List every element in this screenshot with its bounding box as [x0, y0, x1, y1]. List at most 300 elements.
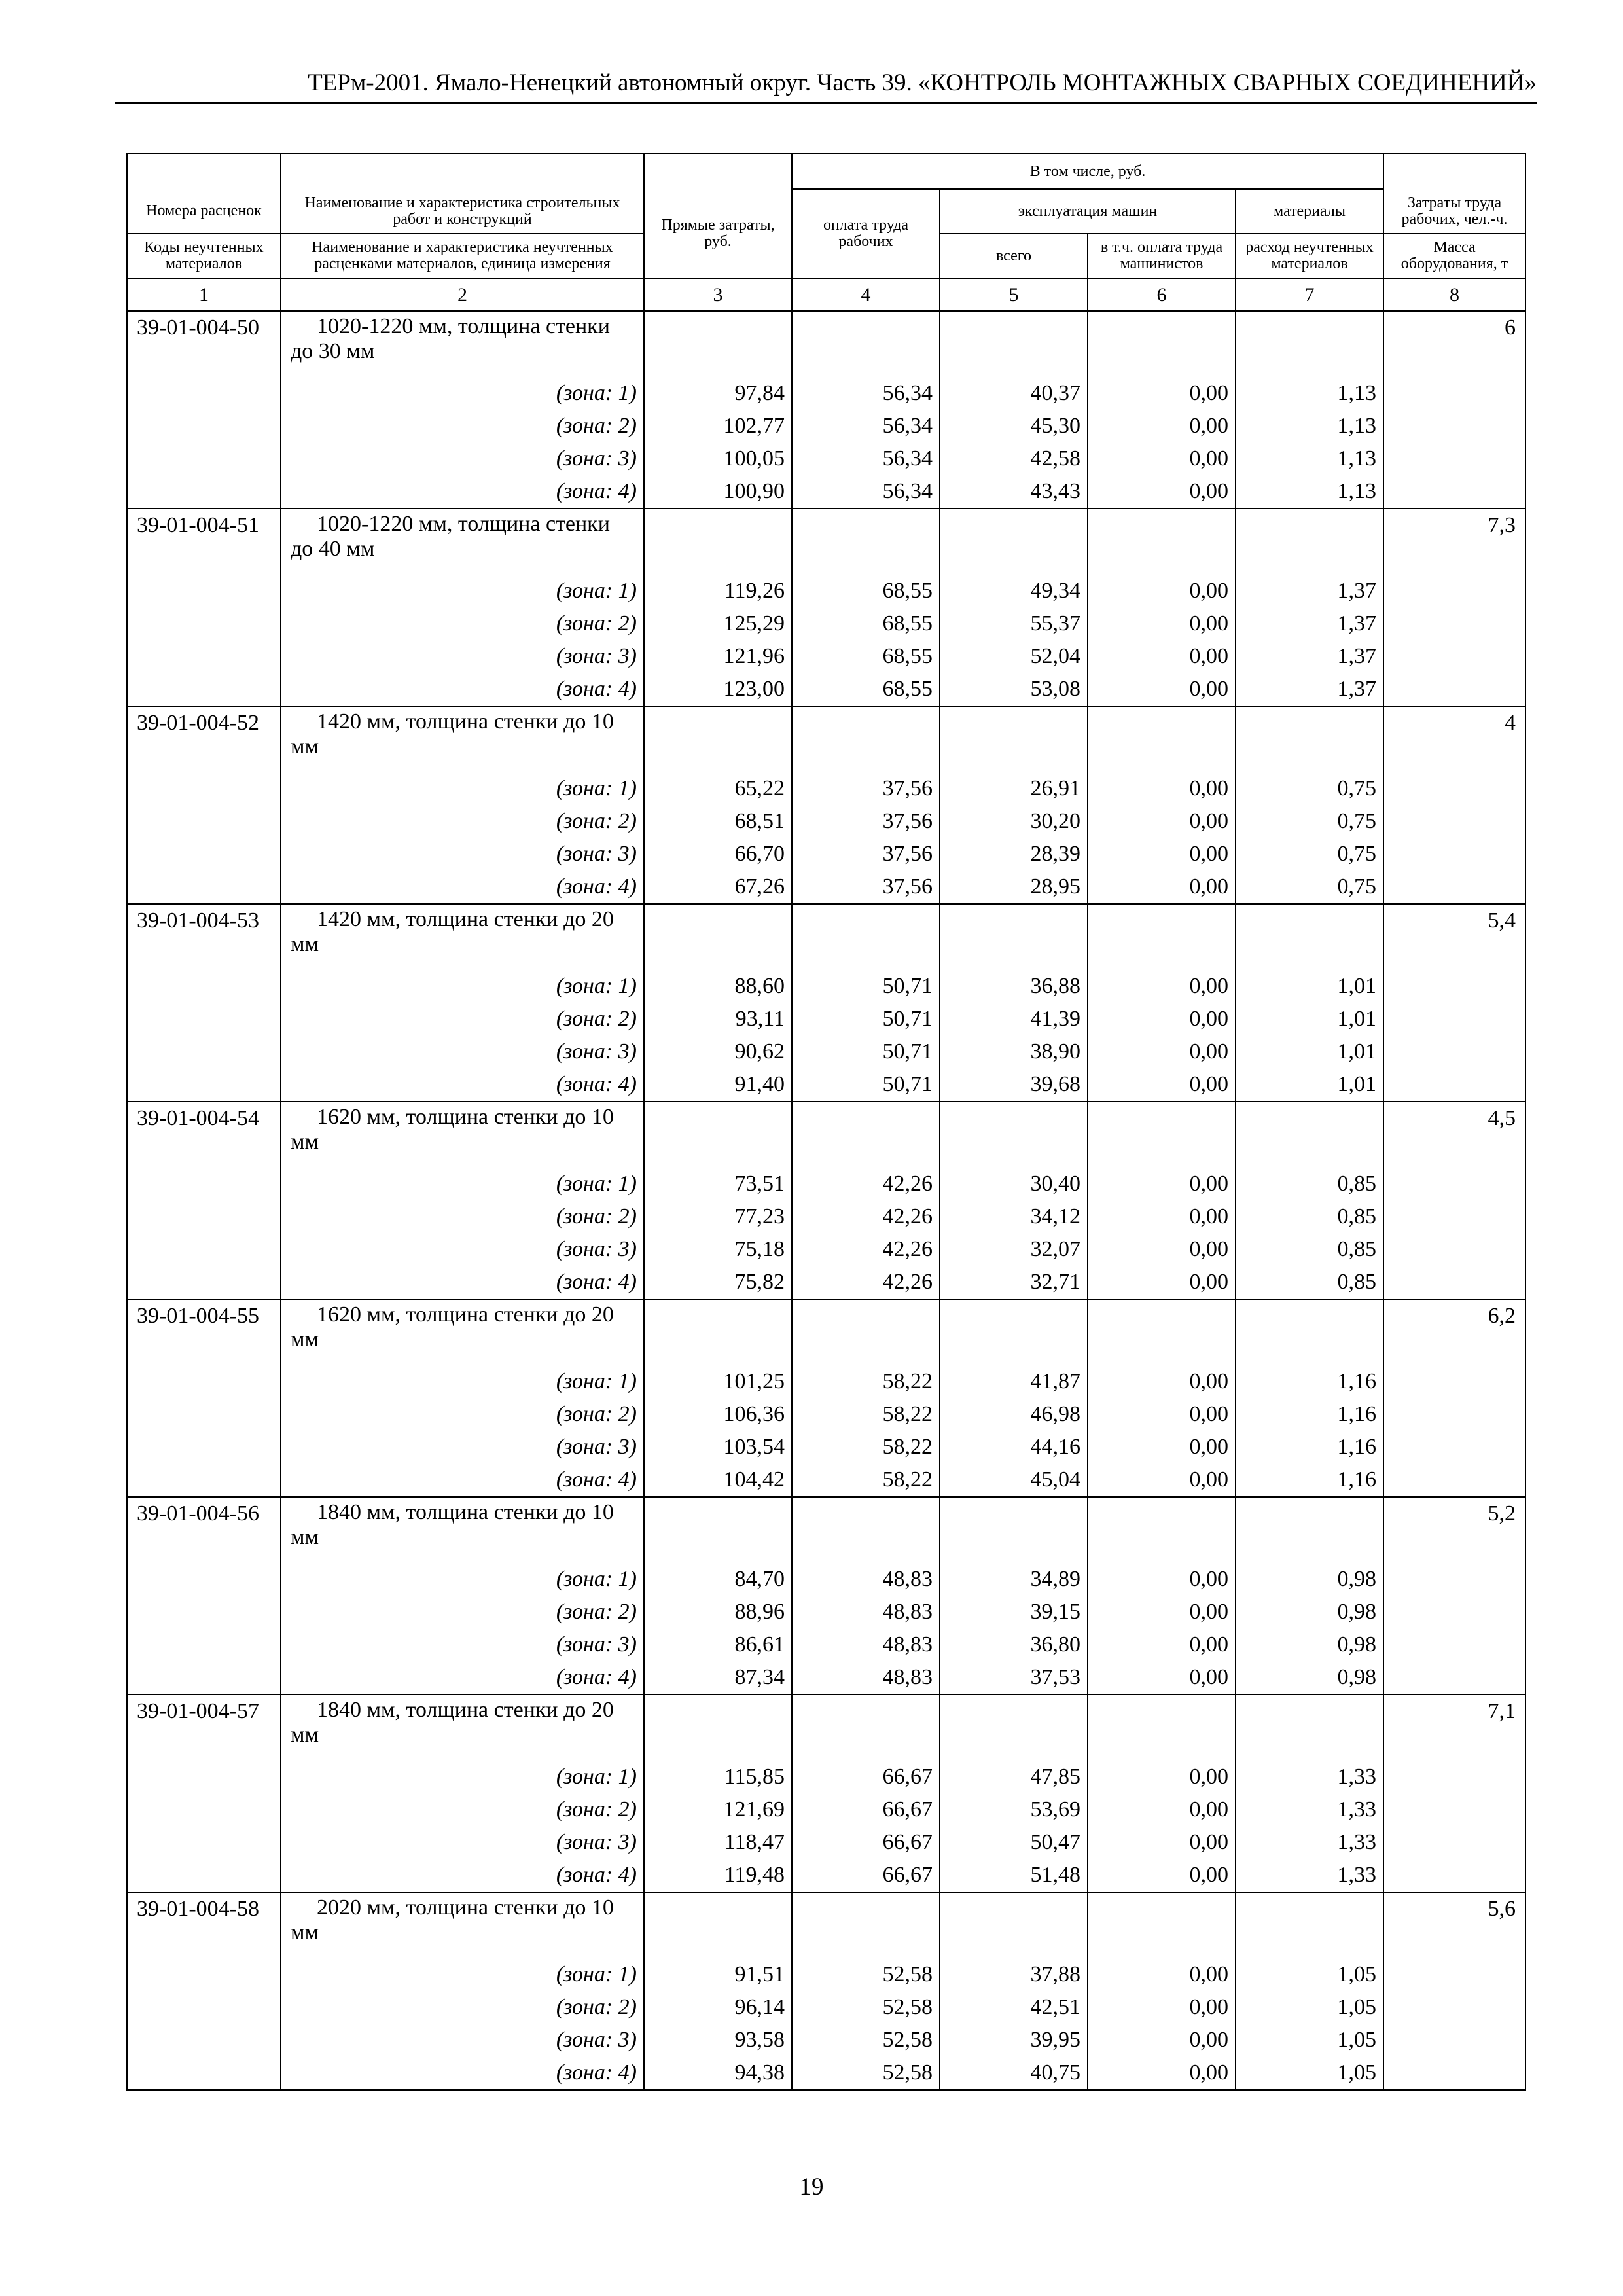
operators-pay-value: 0,00 [1088, 1563, 1236, 1596]
empty-cell [127, 1661, 281, 1695]
empty-cell [644, 1497, 792, 1563]
zone-row [127, 442, 1525, 475]
direct-costs-value: 94,38 [644, 2056, 792, 2090]
empty-cell [644, 1299, 792, 1365]
zone-row [127, 1826, 1525, 1859]
machines-total-value: 45,04 [940, 1463, 1088, 1497]
zone-label: (зона: 1) [281, 1958, 644, 1991]
rate-entry-row [127, 1497, 1525, 1563]
labor-pay-value: 66,67 [792, 1793, 940, 1826]
zone-label: (зона: 4) [281, 1859, 644, 1892]
labor-pay-value: 56,34 [792, 377, 940, 410]
labor-pay-value: 37,56 [792, 805, 940, 838]
header-including: В том числе, руб. [792, 154, 1383, 189]
direct-costs-value: 68,51 [644, 805, 792, 838]
materials-value: 0,85 [1236, 1168, 1383, 1200]
operators-pay-value: 0,00 [1088, 1068, 1236, 1102]
column-number: 2 [281, 278, 644, 311]
empty-cell [127, 1628, 281, 1661]
empty-cell [127, 575, 281, 607]
empty-cell [940, 509, 1088, 575]
page-number: 19 [799, 2174, 824, 2200]
machines-total-value: 36,80 [940, 1628, 1088, 1661]
machines-total-value: 45,30 [940, 410, 1088, 442]
empty-cell [940, 1497, 1088, 1563]
header-operators-pay: в т.ч. оплата труда машинистов [1088, 234, 1236, 278]
labor-pay-value: 50,71 [792, 970, 940, 1003]
empty-cell [127, 805, 281, 838]
operators-pay-value: 0,00 [1088, 1463, 1236, 1497]
empty-cell [644, 904, 792, 970]
direct-costs-value: 65,22 [644, 772, 792, 805]
empty-cell [127, 1958, 281, 1991]
empty-cell [792, 1695, 940, 1761]
column-number: 4 [792, 278, 940, 311]
zone-row [127, 640, 1525, 673]
labor-hours: 5,6 [1383, 1892, 1525, 1958]
materials-value: 1,16 [1236, 1398, 1383, 1431]
labor-pay-value: 48,83 [792, 1563, 940, 1596]
zone-label: (зона: 4) [281, 2056, 644, 2090]
empty-cell [1088, 1299, 1236, 1365]
zone-row [127, 1793, 1525, 1826]
labor-pay-value: 58,22 [792, 1398, 940, 1431]
direct-costs-value: 75,82 [644, 1266, 792, 1299]
labor-pay-value: 56,34 [792, 410, 940, 442]
labor-pay-value: 68,55 [792, 575, 940, 607]
direct-costs-value: 87,34 [644, 1661, 792, 1695]
labor-pay-value: 37,56 [792, 870, 940, 904]
labor-hours: 5,2 [1383, 1497, 1525, 1563]
header-rate-numbers: Номера расценок [127, 189, 281, 234]
empty-cell [1088, 1497, 1236, 1563]
zone-label: (зона: 1) [281, 1563, 644, 1596]
zone-row [127, 1398, 1525, 1431]
machines-total-value: 42,58 [940, 442, 1088, 475]
empty-cell [940, 311, 1088, 377]
zone-label: (зона: 2) [281, 1003, 644, 1035]
operators-pay-value: 0,00 [1088, 2056, 1236, 2090]
labor-pay-value: 68,55 [792, 607, 940, 640]
empty-cell [644, 311, 792, 377]
direct-costs-value: 106,36 [644, 1398, 792, 1431]
labor-pay-value: 42,26 [792, 1200, 940, 1233]
rate-entry-row [127, 1299, 1525, 1365]
materials-value: 1,37 [1236, 640, 1383, 673]
empty-cell [1383, 475, 1525, 509]
zone-label: (зона: 3) [281, 1233, 644, 1266]
zone-label: (зона: 3) [281, 1628, 644, 1661]
empty-cell [1383, 1200, 1525, 1233]
empty-cell [127, 410, 281, 442]
machines-total-value: 39,95 [940, 2024, 1088, 2056]
zone-label: (зона: 3) [281, 1826, 644, 1859]
empty-cell [127, 1365, 281, 1398]
operators-pay-value: 0,00 [1088, 970, 1236, 1003]
direct-costs-value: 97,84 [644, 377, 792, 410]
zone-row [127, 1563, 1525, 1596]
labor-pay-value: 58,22 [792, 1365, 940, 1398]
operators-pay-value: 0,00 [1088, 1168, 1236, 1200]
materials-value: 1,01 [1236, 1003, 1383, 1035]
empty-cell [644, 1892, 792, 1958]
machines-total-value: 40,75 [940, 2056, 1088, 2090]
zone-row [127, 410, 1525, 442]
operators-pay-value: 0,00 [1088, 442, 1236, 475]
materials-value: 0,75 [1236, 870, 1383, 904]
empty-cell [792, 1299, 940, 1365]
empty-cell [1383, 1431, 1525, 1463]
machines-total-value: 42,51 [940, 1991, 1088, 2024]
labor-pay-value: 42,26 [792, 1266, 940, 1299]
empty-cell [1383, 970, 1525, 1003]
materials-value: 0,75 [1236, 772, 1383, 805]
empty-cell [1383, 1661, 1525, 1695]
direct-costs-value: 104,42 [644, 1463, 792, 1497]
empty-cell [1383, 2056, 1525, 2090]
materials-value: 1,01 [1236, 1035, 1383, 1068]
empty-cell [644, 706, 792, 772]
header-unaccounted-consumption: расход неучтенных материалов [1236, 234, 1383, 278]
zone-row [127, 1200, 1525, 1233]
zone-row [127, 1233, 1525, 1266]
zone-row [127, 1596, 1525, 1628]
labor-hours: 7,3 [1383, 509, 1525, 575]
empty-cell [127, 1793, 281, 1826]
header-machine-operation: эксплуатация машин [940, 189, 1236, 234]
materials-value: 0,98 [1236, 1628, 1383, 1661]
empty-cell [1383, 772, 1525, 805]
labor-pay-value: 66,67 [792, 1826, 940, 1859]
empty-cell [1383, 1991, 1525, 2024]
zone-row [127, 673, 1525, 706]
labor-pay-value: 48,83 [792, 1596, 940, 1628]
empty-cell [792, 1497, 940, 1563]
machines-total-value: 34,12 [940, 1200, 1088, 1233]
empty-cell [1383, 1233, 1525, 1266]
rate-entry-row [127, 1102, 1525, 1168]
zone-row [127, 1661, 1525, 1695]
rate-name: 1020-1220 мм, толщина стенки до 40 мм [281, 509, 644, 575]
empty-cell [127, 607, 281, 640]
empty-cell [1383, 2024, 1525, 2056]
zone-row [127, 377, 1525, 410]
operators-pay-value: 0,00 [1088, 1200, 1236, 1233]
labor-pay-value: 37,56 [792, 772, 940, 805]
direct-costs-value: 66,70 [644, 838, 792, 870]
direct-costs-value: 102,77 [644, 410, 792, 442]
machines-total-value: 37,88 [940, 1958, 1088, 1991]
zone-label: (зона: 4) [281, 1266, 644, 1299]
empty-cell [940, 1299, 1088, 1365]
zone-label: (зона: 3) [281, 838, 644, 870]
labor-pay-value: 48,83 [792, 1661, 940, 1695]
header-work-name: Наименование и характеристика строительных работ и конструкций [281, 189, 644, 234]
materials-value: 1,13 [1236, 410, 1383, 442]
zone-label: (зона: 3) [281, 640, 644, 673]
machines-total-value: 47,85 [940, 1761, 1088, 1793]
empty-cell [127, 1168, 281, 1200]
zone-label: (зона: 3) [281, 442, 644, 475]
materials-value: 1,01 [1236, 970, 1383, 1003]
direct-costs-value: 118,47 [644, 1826, 792, 1859]
empty-cell [127, 1035, 281, 1068]
empty-cell [127, 1761, 281, 1793]
direct-costs-value: 93,58 [644, 2024, 792, 2056]
zone-label: (зона: 2) [281, 1991, 644, 2024]
machines-total-value: 50,47 [940, 1826, 1088, 1859]
direct-costs-value: 84,70 [644, 1563, 792, 1596]
empty-cell [1088, 706, 1236, 772]
labor-pay-value: 58,22 [792, 1431, 940, 1463]
machines-total-value: 52,04 [940, 640, 1088, 673]
materials-value: 0,85 [1236, 1266, 1383, 1299]
operators-pay-value: 0,00 [1088, 2024, 1236, 2056]
machines-total-value: 30,40 [940, 1168, 1088, 1200]
empty-cell [792, 1102, 940, 1168]
zone-row [127, 1761, 1525, 1793]
rate-code: 39-01-004-50 [127, 311, 281, 377]
materials-value: 1,13 [1236, 442, 1383, 475]
empty-cell [1383, 870, 1525, 904]
empty-cell [1383, 640, 1525, 673]
machines-total-value: 30,20 [940, 805, 1088, 838]
empty-cell [127, 970, 281, 1003]
empty-cell [1383, 1826, 1525, 1859]
zone-row [127, 575, 1525, 607]
empty-cell [1383, 377, 1525, 410]
rate-code: 39-01-004-58 [127, 1892, 281, 1958]
materials-value: 1,37 [1236, 575, 1383, 607]
labor-pay-value: 50,71 [792, 1035, 940, 1068]
materials-value: 1,33 [1236, 1793, 1383, 1826]
rate-code: 39-01-004-53 [127, 904, 281, 970]
operators-pay-value: 0,00 [1088, 377, 1236, 410]
direct-costs-value: 103,54 [644, 1431, 792, 1463]
empty-cell [127, 1003, 281, 1035]
materials-value: 0,98 [1236, 1661, 1383, 1695]
operators-pay-value: 0,00 [1088, 805, 1236, 838]
labor-pay-value: 48,83 [792, 1628, 940, 1661]
zone-label: (зона: 4) [281, 1661, 644, 1695]
empty-cell [940, 904, 1088, 970]
header-unaccounted-codes: Коды неучтенных материалов [127, 234, 281, 278]
machines-total-value: 28,95 [940, 870, 1088, 904]
empty-cell [1383, 1958, 1525, 1991]
empty-cell [1383, 1463, 1525, 1497]
labor-pay-value: 68,55 [792, 640, 940, 673]
direct-costs-value: 101,25 [644, 1365, 792, 1398]
rate-code: 39-01-004-55 [127, 1299, 281, 1365]
direct-costs-value: 91,51 [644, 1958, 792, 1991]
empty-cell [644, 509, 792, 575]
operators-pay-value: 0,00 [1088, 410, 1236, 442]
direct-costs-value: 125,29 [644, 607, 792, 640]
empty-cell [1383, 1266, 1525, 1299]
empty-cell [1383, 1003, 1525, 1035]
table-body [127, 311, 1525, 2090]
empty-cell [1383, 1761, 1525, 1793]
zone-label: (зона: 3) [281, 1431, 644, 1463]
zone-row [127, 1365, 1525, 1398]
header-unaccounted-names: Наименование и характеристика неучтенных расценками материалов, единица измерения [281, 234, 644, 278]
empty-cell [127, 1596, 281, 1628]
labor-pay-value: 42,26 [792, 1168, 940, 1200]
empty-cell [1383, 1365, 1525, 1398]
direct-costs-value: 90,62 [644, 1035, 792, 1068]
zone-label: (зона: 3) [281, 2024, 644, 2056]
direct-costs-value: 77,23 [644, 1200, 792, 1233]
empty-cell [1236, 1299, 1383, 1365]
zone-row [127, 475, 1525, 509]
operators-pay-value: 0,00 [1088, 1761, 1236, 1793]
column-number: 1 [127, 278, 281, 311]
labor-pay-value: 52,58 [792, 1991, 940, 2024]
rate-code: 39-01-004-57 [127, 1695, 281, 1761]
rate-name: 1620 мм, толщина стенки до 20 мм [281, 1299, 644, 1365]
empty-cell [127, 1200, 281, 1233]
machines-total-value: 28,39 [940, 838, 1088, 870]
operators-pay-value: 0,00 [1088, 475, 1236, 509]
zone-row [127, 1068, 1525, 1102]
materials-value: 1,05 [1236, 2056, 1383, 2090]
materials-value: 1,33 [1236, 1826, 1383, 1859]
zone-row [127, 1991, 1525, 2024]
empty-cell [1383, 1859, 1525, 1892]
rate-name: 1420 мм, толщина стенки до 20 мм [281, 904, 644, 970]
labor-pay-value: 50,71 [792, 1068, 940, 1102]
empty-cell [1236, 1497, 1383, 1563]
empty-cell [1383, 1398, 1525, 1431]
operators-pay-value: 0,00 [1088, 1958, 1236, 1991]
rate-code: 39-01-004-54 [127, 1102, 281, 1168]
machines-total-value: 53,08 [940, 673, 1088, 706]
header-blank [127, 154, 281, 189]
direct-costs-value: 75,18 [644, 1233, 792, 1266]
materials-value: 1,13 [1236, 475, 1383, 509]
empty-cell [1088, 1695, 1236, 1761]
empty-cell [1383, 607, 1525, 640]
empty-cell [1236, 904, 1383, 970]
empty-cell [127, 377, 281, 410]
labor-pay-value: 66,67 [792, 1761, 940, 1793]
zone-label: (зона: 2) [281, 805, 644, 838]
labor-pay-value: 68,55 [792, 673, 940, 706]
direct-costs-value: 119,26 [644, 575, 792, 607]
machines-total-value: 39,15 [940, 1596, 1088, 1628]
machines-total-value: 36,88 [940, 970, 1088, 1003]
empty-cell [1088, 904, 1236, 970]
operators-pay-value: 0,00 [1088, 1793, 1236, 1826]
zone-row [127, 1628, 1525, 1661]
rate-name: 1620 мм, толщина стенки до 10 мм [281, 1102, 644, 1168]
materials-value: 0,85 [1236, 1233, 1383, 1266]
zone-label: (зона: 1) [281, 377, 644, 410]
header-materials: материалы [1236, 189, 1383, 234]
zone-row [127, 1168, 1525, 1200]
empty-cell [792, 311, 940, 377]
operators-pay-value: 0,00 [1088, 1233, 1236, 1266]
direct-costs-value: 67,26 [644, 870, 792, 904]
operators-pay-value: 0,00 [1088, 1398, 1236, 1431]
operators-pay-value: 0,00 [1088, 673, 1236, 706]
column-number: 5 [940, 278, 1088, 311]
labor-hours: 6 [1383, 311, 1525, 377]
empty-cell [1383, 1035, 1525, 1068]
materials-value: 1,37 [1236, 673, 1383, 706]
zone-label: (зона: 2) [281, 1596, 644, 1628]
zone-row [127, 970, 1525, 1003]
zone-row [127, 1035, 1525, 1068]
labor-pay-value: 52,58 [792, 2024, 940, 2056]
materials-value: 0,98 [1236, 1563, 1383, 1596]
header-labor-pay: оплата труда рабочих [792, 189, 940, 278]
materials-value: 1,33 [1236, 1761, 1383, 1793]
empty-cell [1236, 1695, 1383, 1761]
rate-code: 39-01-004-51 [127, 509, 281, 575]
empty-cell [1088, 311, 1236, 377]
empty-cell [792, 509, 940, 575]
column-number: 8 [1383, 278, 1525, 311]
rate-name: 1420 мм, толщина стенки до 10 мм [281, 706, 644, 772]
labor-pay-value: 58,22 [792, 1463, 940, 1497]
empty-cell [127, 442, 281, 475]
empty-cell [792, 1892, 940, 1958]
zone-row [127, 838, 1525, 870]
direct-costs-value: 119,48 [644, 1859, 792, 1892]
zone-label: (зона: 4) [281, 475, 644, 509]
empty-cell [127, 640, 281, 673]
machines-total-value: 38,90 [940, 1035, 1088, 1068]
header-blank [281, 154, 644, 189]
column-number: 3 [644, 278, 792, 311]
empty-cell [127, 1266, 281, 1299]
operators-pay-value: 0,00 [1088, 640, 1236, 673]
machines-total-value: 41,87 [940, 1365, 1088, 1398]
operators-pay-value: 0,00 [1088, 838, 1236, 870]
header-machines-total: всего [940, 234, 1088, 278]
materials-value: 1,05 [1236, 1991, 1383, 2024]
labor-hours: 7,1 [1383, 1695, 1525, 1761]
operators-pay-value: 0,00 [1088, 1596, 1236, 1628]
direct-costs-value: 86,61 [644, 1628, 792, 1661]
empty-cell [127, 1233, 281, 1266]
machines-total-value: 26,91 [940, 772, 1088, 805]
labor-hours: 6,2 [1383, 1299, 1525, 1365]
empty-cell [1383, 442, 1525, 475]
zone-label: (зона: 4) [281, 1068, 644, 1102]
materials-value: 0,75 [1236, 805, 1383, 838]
machines-total-value: 39,68 [940, 1068, 1088, 1102]
materials-value: 1,05 [1236, 1958, 1383, 1991]
machines-total-value: 40,37 [940, 377, 1088, 410]
zone-row [127, 1463, 1525, 1497]
empty-cell [644, 1695, 792, 1761]
rate-entry-row [127, 509, 1525, 575]
zone-label: (зона: 4) [281, 673, 644, 706]
zone-label: (зона: 2) [281, 410, 644, 442]
empty-cell [1383, 1168, 1525, 1200]
machines-total-value: 43,43 [940, 475, 1088, 509]
empty-cell [1383, 673, 1525, 706]
operators-pay-value: 0,00 [1088, 1859, 1236, 1892]
empty-cell [127, 1563, 281, 1596]
direct-costs-value: 100,05 [644, 442, 792, 475]
machines-total-value: 53,69 [940, 1793, 1088, 1826]
materials-value: 0,75 [1236, 838, 1383, 870]
operators-pay-value: 0,00 [1088, 1661, 1236, 1695]
empty-cell [127, 838, 281, 870]
